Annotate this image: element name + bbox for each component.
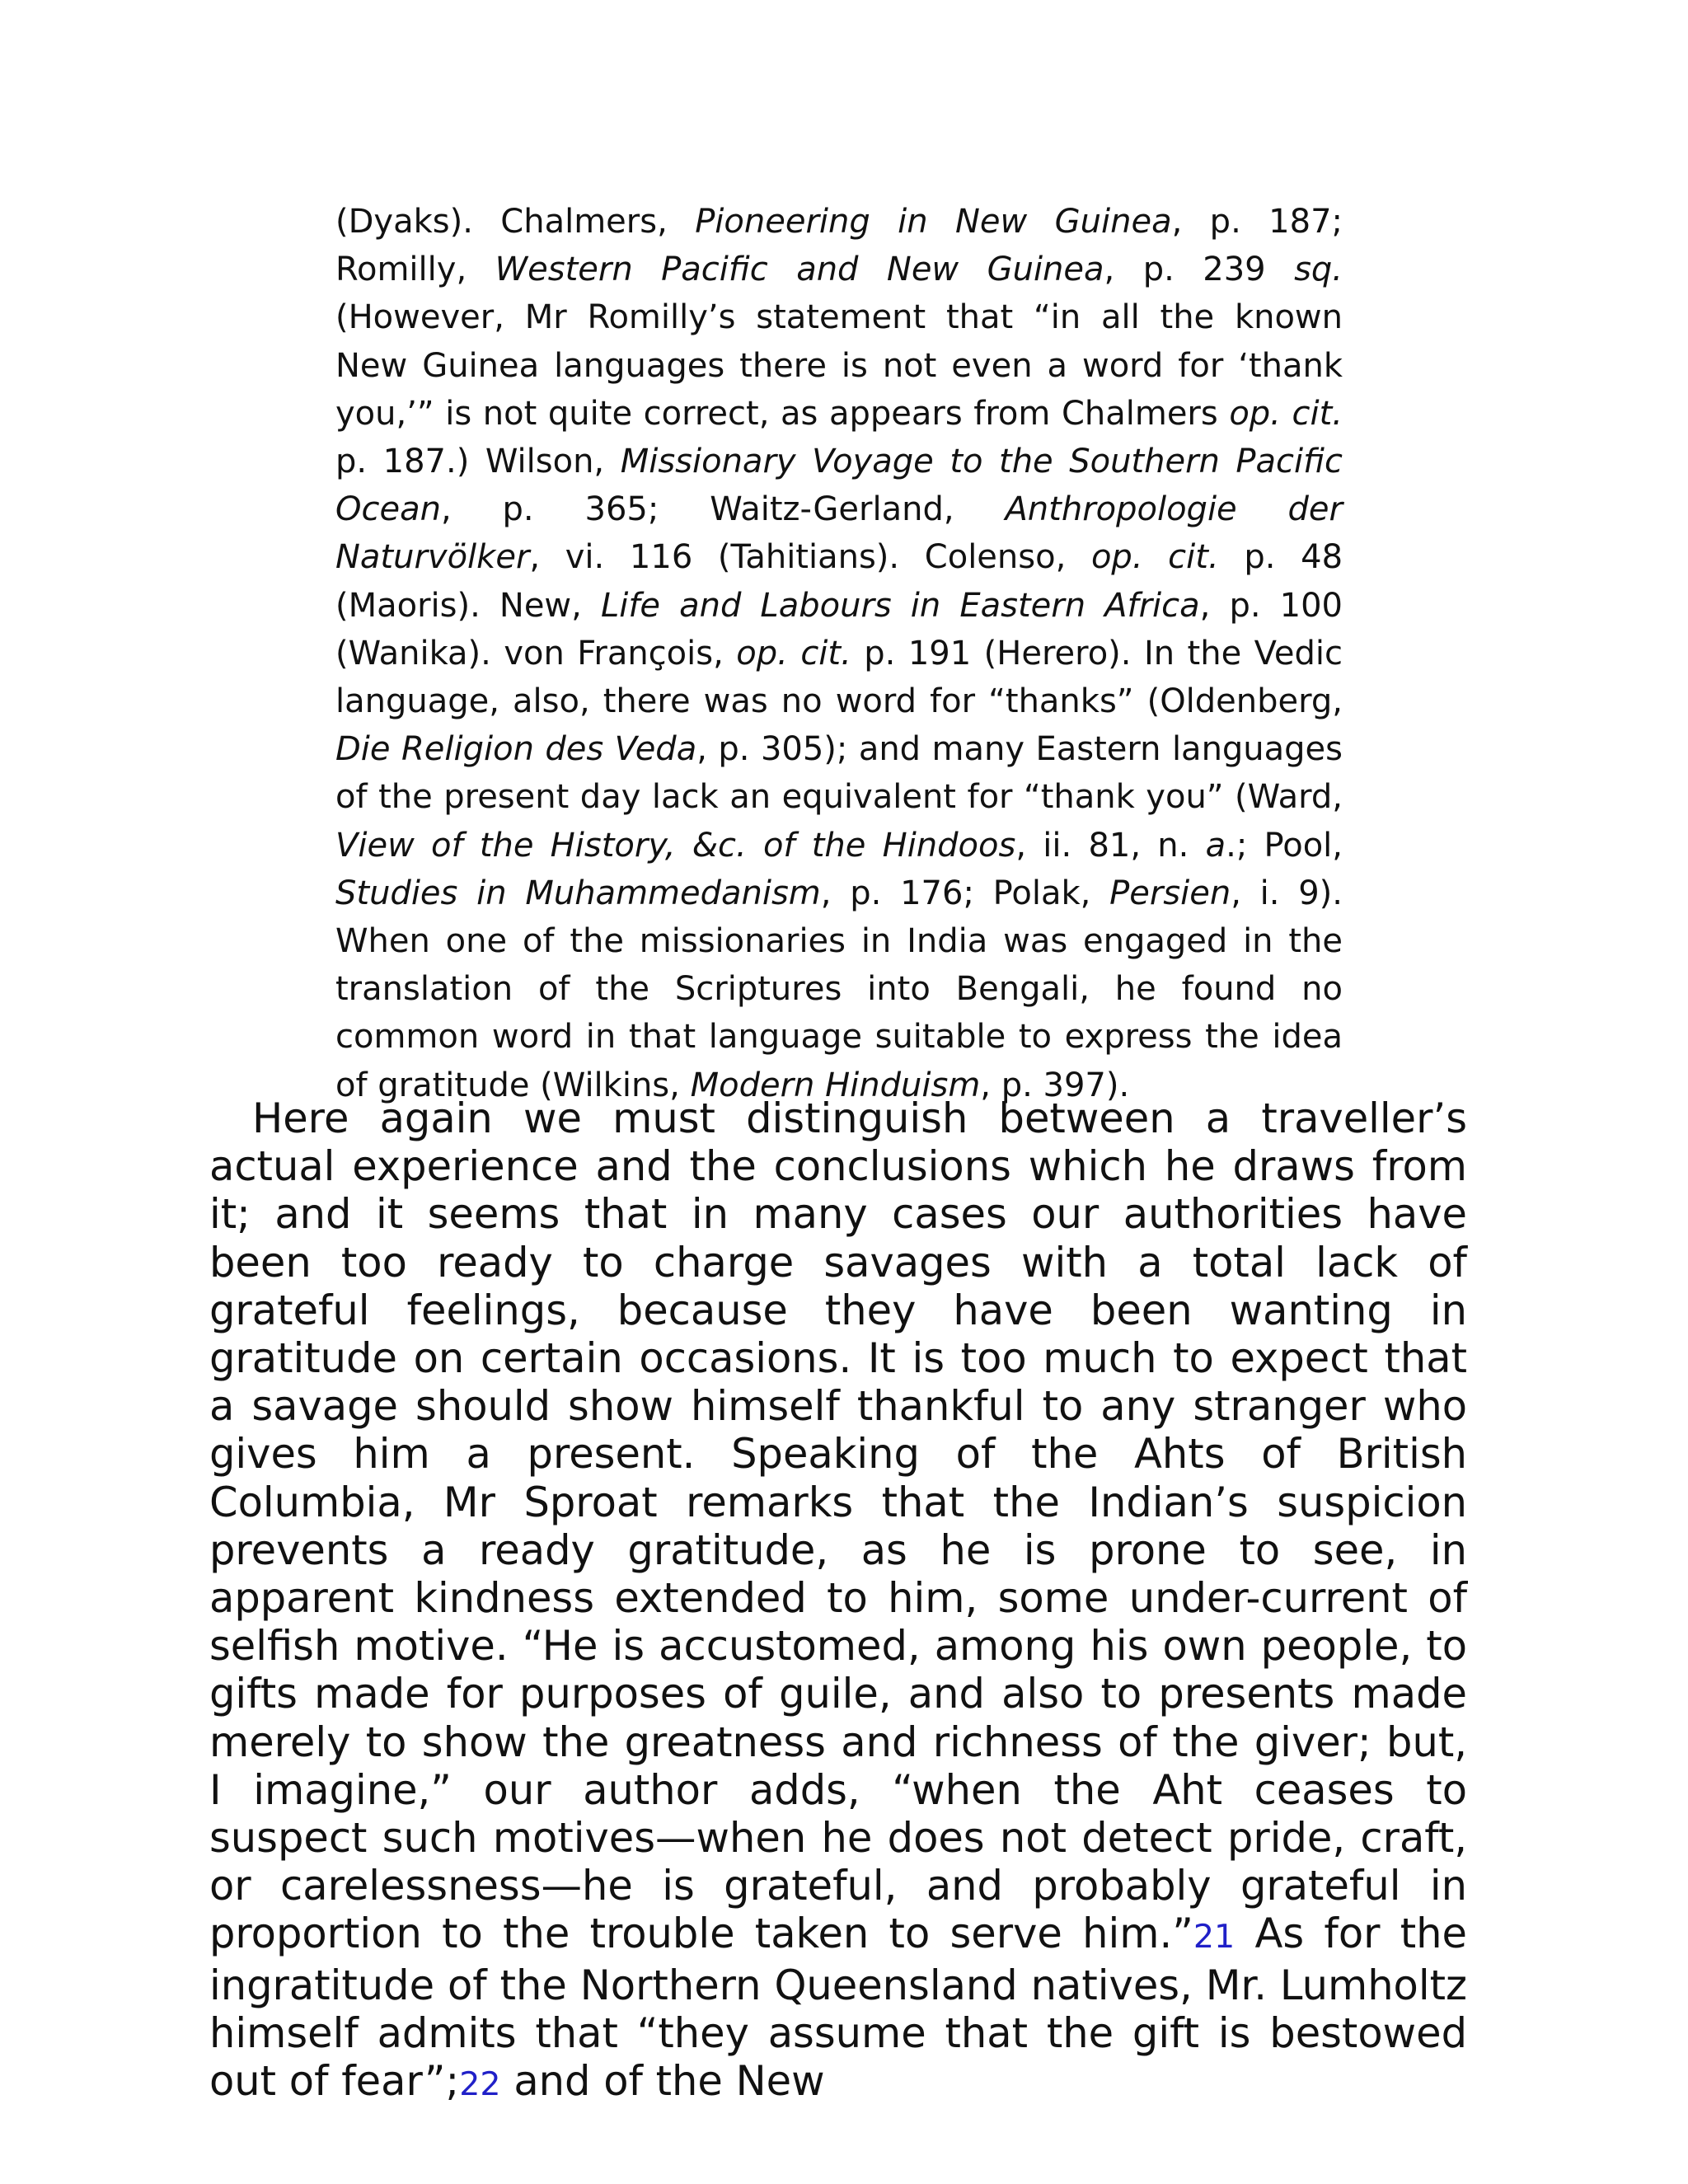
paragraph-text: and of the New — [500, 2057, 825, 2106]
footnote-text: p. 48 (Maoris). New, — [335, 538, 1343, 625]
footnote-text: , p. 239 — [1104, 251, 1295, 289]
footnote-reference-21[interactable]: 21 — [1193, 1918, 1236, 1957]
footnote-text: , p. 365; Waitz-Gerland, — [440, 490, 1006, 529]
footnote-text: , vi. 116 (Tahitians). Colenso, — [529, 538, 1091, 577]
footnote-text: , i. 9). When one of the missionaries in India was engaged in the translation of the Scriptures into Bengali, he found no common word in that language suitable to express the idea of gratitude (Wilkins, — [335, 874, 1343, 1104]
book-title: Western Pacific and New Guinea — [495, 251, 1104, 289]
latin-abbreviation: op. cit. — [1229, 394, 1343, 433]
book-title: Studies in Muhammedanism — [335, 874, 821, 912]
footnote-text: p. 191 (Herero). In the Vedic language, also, there was no word for “thanks” (Oldenberg, — [335, 634, 1343, 721]
book-title: Missionary Voyage to the Southern Pacific Ocean — [335, 443, 1343, 529]
book-title: Anthropologie der Naturvölker — [335, 490, 1343, 577]
note-letter: a — [1205, 826, 1226, 865]
footnote-text: , p. 397). — [980, 1066, 1130, 1104]
paragraph-text: Here again we must distinguish between a traveller’s actual experience and the conclusions which he draws from it; and it seems that in many cases our authorities have been too ready to charge savages with a total lack of grateful feelings, because they have been wanting in gratitude on certain occasions. It is too much to expect that a savage should show himself thankful to any stranger who gives him a present. Speaking of the Ahts of British Columbia, Mr Sproat remarks that the Indian’s suspicion prevents a ready gratitude, as he is prone to see, in apparent kindness extended to him, some under-current of selfish motive. “He is accustomed, among his own people, to gifts made for purposes of guile, and also to presents made merely to show the greatness and richness of the giver; but, I imagine,” our author adds, “when the Aht ceases to suspect such motives—when he does not detect pride, craft, or carelessness—he is grateful, and probably grateful in proportion to the trouble taken to serve him.” — [209, 1094, 1467, 1958]
book-title: Pioneering in New Guinea — [695, 203, 1172, 241]
latin-abbreviation: sq. — [1294, 251, 1343, 289]
footnote-text: .; Pool, — [1226, 826, 1343, 865]
book-title: Life and Labours in Eastern Africa — [600, 586, 1200, 625]
latin-abbreviation: op. cit. — [1090, 538, 1219, 577]
footnote-text: p. 187.) Wilson, — [335, 443, 621, 481]
latin-abbreviation: op. cit. — [736, 634, 851, 673]
footnote-text: (Dyaks). Chalmers, — [335, 203, 696, 241]
footnote-text: , ii. 81, n. — [1015, 826, 1206, 865]
footnote-block — [335, 198, 1343, 1109]
body-paragraph — [209, 1094, 1467, 2108]
footnote-reference-22[interactable]: 22 — [459, 2065, 501, 2104]
footnote-text: , p. 100 (Wanika). von François, — [335, 586, 1343, 673]
book-title: Persien — [1109, 874, 1231, 912]
footnote-text: , p. 187; Romilly, — [335, 203, 1343, 289]
footnote-text: , p. 176; Polak, — [820, 874, 1110, 912]
book-title: View of the History, &c. of the Hindoos — [335, 826, 1016, 865]
footnote-text: , p. 305); and many Eastern languages of the present day lack an equivalent for “thank you” (Ward, — [335, 730, 1343, 817]
book-title: Die Religion des Veda — [335, 730, 697, 769]
book-title: Modern Hinduism — [690, 1066, 981, 1104]
footnote-text: (However, Mr Romilly’s statement that “in all the known New Guinea languages there is not even a word for ‘thank you,’” is not quite correct, as appears from Chalmers — [335, 298, 1343, 433]
paragraph-text: As for the ingratitude of the Northern Queensland natives, Mr. Lumholtz himself admits that “they assume that the gift is bestowed out of fear”; — [209, 1910, 1467, 2106]
